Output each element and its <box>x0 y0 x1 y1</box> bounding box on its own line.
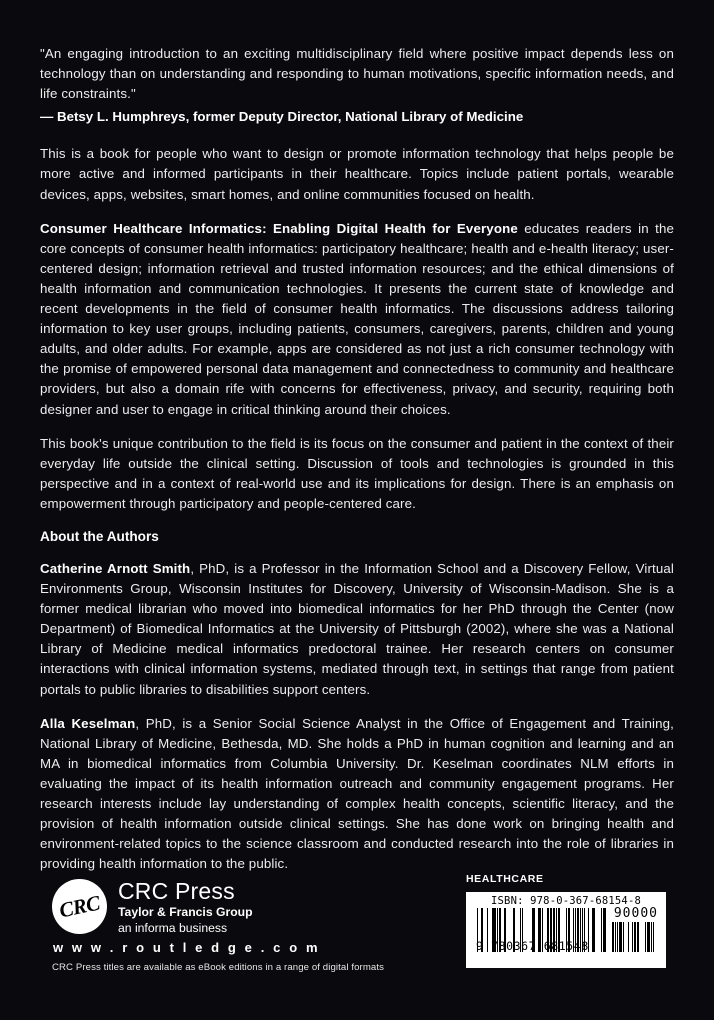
pull-quote: "An engaging introduction to an exciting multidisciplinary field where positive impact depends less on technology than on understanding and responding to human motivations, specific information needs, and life constraints." <box>40 46 674 102</box>
isbn-barcode <box>466 892 666 968</box>
publisher-name: CRC Press <box>118 878 235 904</box>
subject-category-label: HEALTHCARE <box>466 873 544 885</box>
blurb-paragraph-2-body: educates readers in the core concepts of consumer health informatics: participatory healthcare; health and e-health literacy; user-centered design; information retrieval and trusted information resources; and the ethical dimensions of health information and communication technologies. It presents the current state of knowledge and recent developments in the field of consumer health informatics. The discussions address tailoring information to key user groups, including patients, consumers, caregivers, parents, children and young adults, and older adults. For example, apps are considered as not just a rich consumer technology with the promise of empowered personal data management and connectedness to community and healthcare providers, but also a domain rife with concerns for effectiveness, privacy, and security, requiring both designer and user to engage in critical thinking around their choices. <box>40 220 674 417</box>
author-bio-1 <box>40 559 674 700</box>
pull-quote-attribution: — Betsy L. Humphreys, former Deputy Director, National Library of Medicine <box>40 109 524 125</box>
publisher-group: Taylor & Francis Group <box>118 905 253 919</box>
ean-digits: 9 780367 681548 <box>476 939 589 953</box>
blurb-paragraph-1: This is a book for people who want to design or promote information technology that helps people be more active and informed participants in their healthcare. Topics include patient portals, wearable devices, apps, websites, smart homes, and online communities focused on health. <box>40 146 674 202</box>
author-1-name: Catherine Arnott Smith <box>40 560 191 576</box>
author-bio-2 <box>40 714 674 875</box>
crc-roundel-icon <box>52 879 107 934</box>
book-title-inline: Consumer Healthcare Informatics: Enabling Digital Health for Everyone <box>40 220 518 236</box>
publisher-logo-block <box>52 878 392 955</box>
cover-text-content <box>40 44 674 888</box>
isbn-text: ISBN: 978-0-367-68154-8 <box>491 895 641 907</box>
author-2-name: Alla Keselman <box>40 715 136 731</box>
blurb-paragraph-2 <box>40 219 674 420</box>
author-1-bio-text: , PhD, is a Professor in the Information School and a Discovery Fellow, Virtual Environments Group, Wisconsin Institutes for Discovery, University of Wisconsin-Madison. She is a former medical librarian who moved into biomedical informatics for her PhD through the Center (now Department) of Biomedical Informatics at the University of Pittsburgh (2002), where she was a National Library of Medicine medical informatics predoctoral trainee. Her research centers on consumer interactions with clinical information systems, mediated through text, in settings that range from patient portals to public libraries to disabilities support centers. <box>40 560 674 697</box>
about-the-authors-heading: About the Authors <box>40 528 159 544</box>
ean5-addon-bars <box>612 922 660 952</box>
author-2-bio-text: , PhD, is a Senior Social Science Analyst in the Office of Engagement and Training, National Library of Medicine, Bethesda, MD. She holds a PhD in human cognition and learning and an MA in biomedical informatics from Columbia University. Dr. Keselman coordinates NLM efforts in evaluating the impact of its health information outreach and community engagement programs. Her research interests include lay understanding of complex health concepts, scientific literacy, and the provision of health information outside clinical settings. She has done work on bringing health and environment-related topics to the science classroom and conducted research into the role of libraries in providing health information to the public. <box>40 715 674 872</box>
publisher-website: w w w . r o u t l e d g e . c o m <box>53 940 321 955</box>
ebook-availability-note: CRC Press titles are available as eBook editions in a range of digital formats <box>52 962 385 973</box>
cover-footer <box>0 866 714 1020</box>
crc-roundel-label: CRC <box>57 890 102 922</box>
addon-digits: 90000 <box>613 906 658 921</box>
publisher-tagline: an informa business <box>118 921 228 935</box>
blurb-paragraph-3: This book's unique contribution to the field is its focus on the consumer and patient in the context of their everyday life outside the clinical setting. Discussion of tools and technologies is grounded in this perspective and in a context of real-world use and its implications for design. There is an emphasis on empowerment through participatory and people-centered care. <box>40 435 674 511</box>
